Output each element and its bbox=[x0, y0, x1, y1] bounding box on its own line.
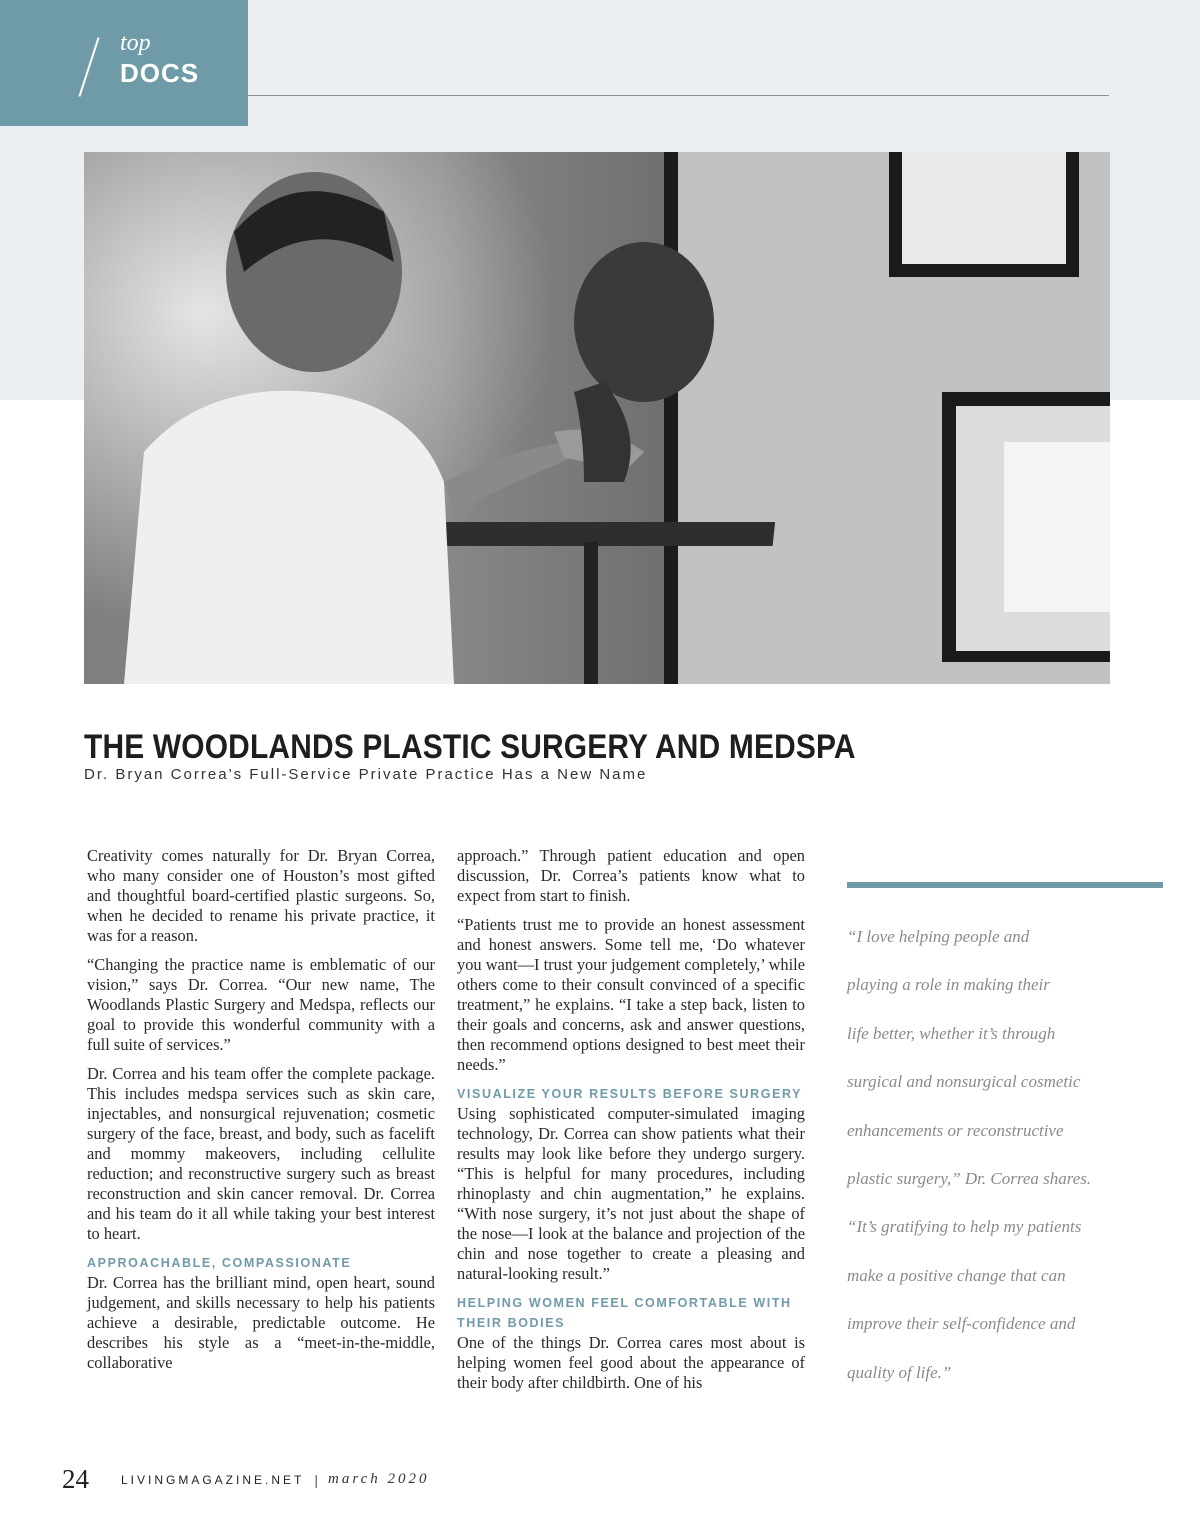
paragraph: “Patients trust me to provide an honest assessment and honest answers. Some tell me, ‘Do whatever you want—I trust your judgement completely,’ while others come to their consult convinced of a specific treatment,” he explains. “I take a step back, listen to their goals and concerns, ask and answer questions, then recommend options designed to best meet their needs.” bbox=[457, 915, 805, 1074]
article-headline: THE WOODLANDS PLASTIC SURGERY AND MEDSPA bbox=[84, 728, 856, 766]
paragraph: approach.” Through patient education and open discussion, Dr. Correa’s patients know what to expect from start to finish. bbox=[457, 846, 805, 905]
section-tag bbox=[0, 0, 248, 126]
pull-quote-line: playing a role in making their bbox=[847, 975, 1050, 995]
pull-quote-line: plastic surgery,” Dr. Correa shares. bbox=[847, 1169, 1092, 1189]
feature-photo bbox=[84, 152, 1110, 684]
pull-quote-line: enhancements or reconstructive bbox=[847, 1120, 1064, 1140]
page-number: 24 bbox=[62, 1464, 89, 1494]
pull-quote-line: surgical and nonsurgical cosmetic bbox=[847, 1072, 1081, 1092]
slash-ornament bbox=[78, 37, 99, 97]
pull-quote-line: quality of life.” bbox=[847, 1362, 952, 1382]
article-column-2 bbox=[457, 846, 805, 1402]
section-tag-top: top bbox=[120, 30, 151, 56]
section-tag-docs: DOCS bbox=[120, 58, 200, 88]
pull-quote-line: “It’s gratifying to help my patients bbox=[847, 1217, 1082, 1237]
pull-quote-rule bbox=[847, 882, 1163, 888]
page-footer bbox=[62, 1464, 430, 1504]
pull-quote-line: “I love helping people and bbox=[847, 927, 1030, 946]
paragraph: One of the things Dr. Correa cares most about is helping women feel good about the appearance of their body after childbirth. One of his bbox=[457, 1333, 805, 1392]
paragraph: “Changing the practice name is emblematic of our vision,” says Dr. Correa. “Our new name, The Woodlands Plastic Surgery and Medspa, reflects our goal to provide this wonderful community with a full suite of services.” bbox=[87, 955, 435, 1054]
paragraph: Creativity comes naturally for Dr. Bryan Correa, who many consider one of Houston’s most gifted and thoughtful board-certified plastic surgeons. So, when he decided to rename his private practice, it was for a reason. bbox=[87, 846, 435, 945]
section-heading: APPROACHABLE, COMPASSIONATE bbox=[87, 1256, 352, 1270]
issue-date: march 2020 bbox=[328, 1471, 430, 1487]
header-rule bbox=[248, 95, 1109, 96]
section-heading: HELPING WOMEN FEEL COMFORTABLE WITH THEIR BODIES bbox=[457, 1296, 792, 1330]
pull-quote-line: life better, whether it’s through bbox=[847, 1023, 1056, 1043]
pull-quote bbox=[847, 913, 1147, 1397]
article-subhead: Dr. Bryan Correa’s Full-Service Private Practice Has a New Name bbox=[84, 766, 648, 783]
paragraph: Dr. Correa has the brilliant mind, open heart, sound judgement, and skills necessary to help his patients achieve a desirable, predictable outcome. He describes his style as a “meet-in-the-middle, collaborative bbox=[87, 1273, 435, 1372]
pull-quote-line: make a positive change that can bbox=[847, 1265, 1066, 1285]
article-column-1 bbox=[87, 846, 435, 1382]
section-heading: VISUALIZE YOUR RESULTS BEFORE SURGERY bbox=[457, 1087, 803, 1101]
paragraph: Using sophisticated computer-simulated imaging technology, Dr. Correa can show patients what their results may look like before they undergo surgery. “This is helpful for many procedures, including rhinoplasty and chin augmentation,” he explains. “With nose surgery, it’s not just about the shape of the nose—I look at the balance and projection of the chin and nose together to create a pleasing and natural-looking result.” bbox=[457, 1104, 805, 1283]
footer-separator: | bbox=[314, 1471, 318, 1488]
paragraph: Dr. Correa and his team offer the complete package. This includes medspa services such as skin care, injectables, and nonsurgical rejuvenation; cosmetic surgery of the face, breast, and body, such as facelift and mommy makeovers, including cellulite reduction; and reconstructive surgery such as breast reconstruction and skin cancer removal. Dr. Correa and his team do it all while taking your best interest to heart. bbox=[87, 1064, 435, 1243]
pull-quote-line: improve their self-confidence and bbox=[847, 1314, 1076, 1334]
site-name: LIVINGMAGAZINE.NET bbox=[121, 1472, 305, 1487]
